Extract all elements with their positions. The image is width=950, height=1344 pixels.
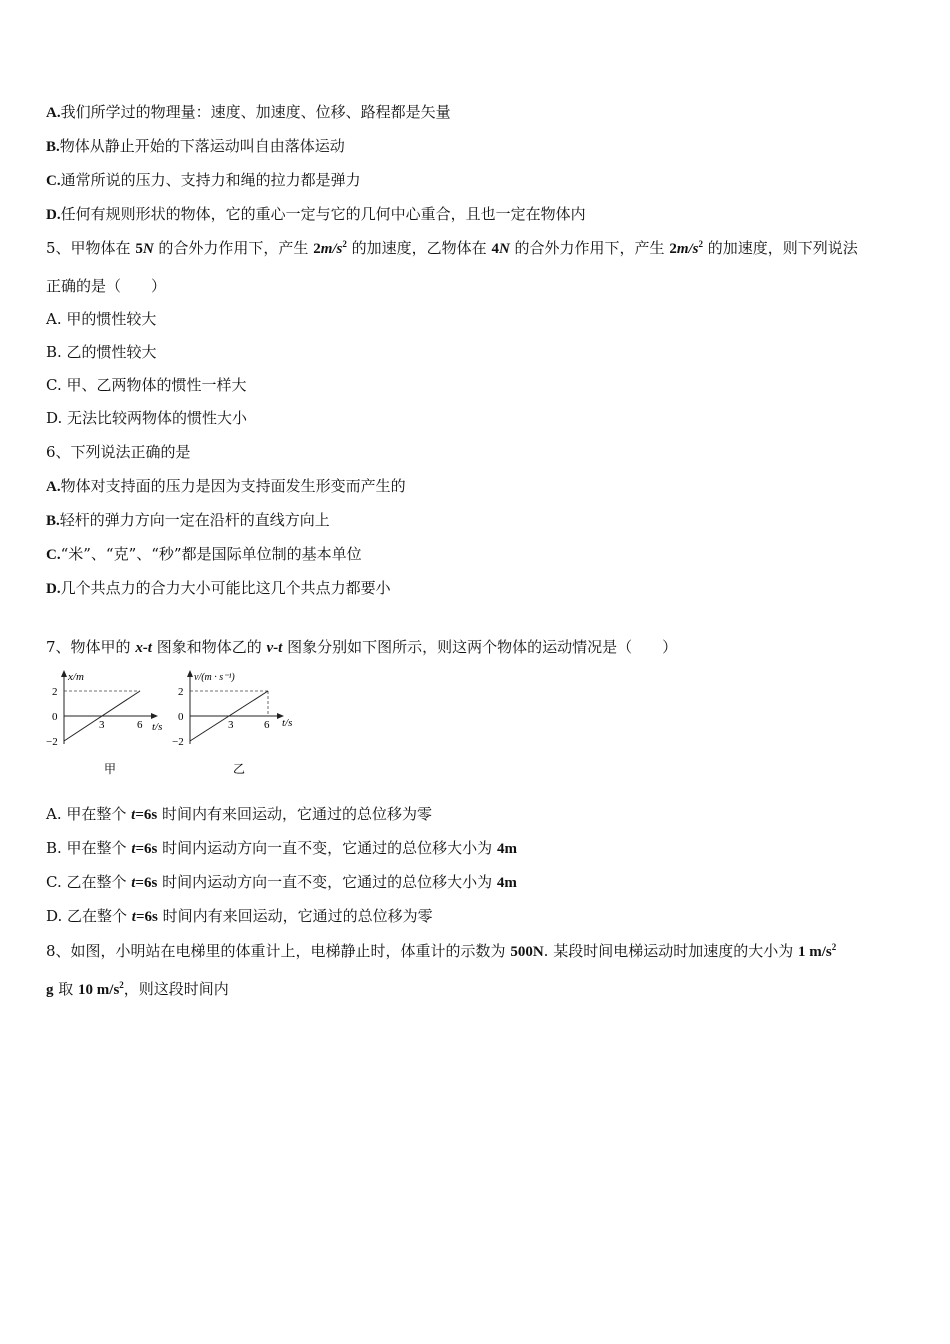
graph-type: v-t (266, 640, 283, 656)
text: 的合外力作用下，产生 (153, 239, 314, 257)
variable: t (131, 841, 136, 857)
q8-stem-line1 (46, 941, 836, 962)
value: 500N (510, 944, 544, 960)
tick-label: 2 (52, 686, 58, 698)
number: 4 (491, 241, 499, 257)
tick-label: −2 (172, 736, 184, 748)
variable: t (131, 875, 136, 891)
value: =6s (135, 875, 158, 891)
text: 7、物体甲的 (46, 638, 136, 656)
q7-option-a (46, 804, 432, 825)
text: 时间内有来回运动，它通过的总位移为零 (157, 805, 432, 823)
tick-label: 3 (228, 719, 234, 731)
text: ，则这段时间内 (123, 980, 229, 998)
text: 时间内有来回运动，它通过的总位移为零 (157, 907, 433, 925)
x-label: t/s (282, 717, 293, 729)
text: 取 (53, 980, 79, 998)
number: 5 (135, 241, 143, 257)
option-letter: B. (46, 513, 60, 529)
q4-option-a (46, 102, 451, 123)
q6-stem: 6、下列说法正确的是 (46, 443, 191, 461)
variable: t (131, 909, 136, 925)
graph-type: x-t (135, 640, 152, 656)
q5-stem-line2: 正确的是（ ） (46, 277, 167, 295)
q5-option-a: A. 甲的惯性较大 (46, 310, 157, 328)
graph-yi (172, 670, 292, 776)
q8-stem-line2 (46, 979, 229, 1000)
q6-option-a (46, 476, 406, 497)
caption: 甲 (104, 762, 117, 776)
q5-option-c: C. 甲、乙两物体的惯性一样大 (46, 376, 247, 394)
text: 时间内运动方向一直不变，它通过的总位移大小为 (157, 839, 497, 857)
unit: N (498, 241, 510, 257)
option-text: 任何有规则形状的物体，它的重心一定与它的几何中心重合，且也一定在物体内 (60, 205, 586, 223)
y-label: x/m (68, 671, 84, 683)
option-text: 物体对支持面的压力是因为支持面发生形变而产生的 (60, 477, 406, 495)
graph-jia (46, 670, 162, 776)
arrow-icon (151, 713, 158, 719)
text: 的加速度，则下列说法 (703, 239, 858, 257)
tick-label: 0 (178, 711, 184, 723)
q4-option-c (46, 170, 361, 191)
q6-option-b (46, 510, 330, 531)
q4-option-d (46, 204, 586, 225)
text: 的合外力作用下，产生 (509, 239, 670, 257)
option-text: 轻杆的弹力方向一定在沿杆的直线方向上 (59, 511, 330, 529)
tick-label: 3 (99, 719, 105, 731)
number: 2 (669, 241, 677, 257)
value: =6s (135, 807, 158, 823)
y-label: v/(m · s⁻¹) (194, 672, 235, 683)
option-text: “米”、“克”、“秒”都是国际单位制的基本单位 (60, 545, 362, 563)
exponent: 2 (698, 239, 704, 249)
text: C. 乙在整个 (46, 873, 132, 891)
option-text: 我们所学过的物理量：速度、加速度、位移、路程都是矢量 (60, 103, 451, 121)
arrow-icon (187, 670, 193, 677)
q7-figures (44, 668, 314, 783)
q7-option-d (46, 906, 433, 927)
exponent: 2 (119, 980, 124, 990)
number: 2 (313, 241, 321, 257)
variable: t (131, 807, 136, 823)
option-letter: D. (46, 581, 61, 597)
tick-label: 6 (137, 719, 143, 731)
unit: m/s (676, 241, 699, 257)
value: 4m (496, 841, 517, 857)
text: A. 甲在整个 (46, 805, 132, 823)
unit: m/s (320, 241, 343, 257)
value: 10 m/s (78, 982, 120, 998)
option-letter: C. (46, 173, 61, 189)
text: 图象分别如下图所示，则这两个物体的运动情况是（ ） (282, 638, 678, 656)
tick-label: 6 (264, 719, 270, 731)
arrow-icon (61, 670, 67, 677)
q6-option-c (46, 544, 362, 565)
q5-stem-line1 (46, 238, 858, 259)
text: B. 甲在整个 (46, 839, 132, 857)
option-text: 物体从静止开始的下落运动叫自由落体运动 (59, 137, 345, 155)
q7-option-b (46, 838, 517, 859)
caption: 乙 (233, 762, 246, 776)
option-letter: A. (46, 105, 61, 121)
value: 4m (496, 875, 517, 891)
text: 的加速度，乙物体在 (346, 239, 492, 257)
text: D. 乙在整个 (46, 907, 132, 925)
q7-stem (46, 637, 677, 658)
q4-option-b (46, 136, 345, 157)
text: 图象和物体乙的 (151, 638, 267, 656)
q5-option-b: B. 乙的惯性较大 (46, 343, 157, 361)
option-letter: C. (46, 547, 61, 563)
q5-option-d: D. 无法比较两物体的惯性大小 (46, 409, 248, 427)
exponent: 2 (831, 942, 837, 952)
option-letter: D. (46, 207, 61, 223)
tick-label: 2 (178, 686, 184, 698)
text: 8、如图，小明站在电梯里的体重计上，电梯静止时，体重计的示数为 (46, 942, 511, 960)
option-text: 几个共点力的合力大小可能比这几个共点力都要小 (60, 579, 391, 597)
variable: g (46, 982, 54, 998)
tick-label: 0 (52, 711, 58, 723)
option-text: 通常所说的压力、支持力和绳的拉力都是弹力 (60, 171, 361, 189)
text: 5、甲物体在 (46, 239, 136, 257)
q7-option-c (46, 872, 517, 893)
unit: N (142, 241, 154, 257)
value: =6s (135, 909, 158, 925)
value: =6s (135, 841, 158, 857)
tick-label: −2 (46, 736, 58, 748)
value: 1 m/s (797, 944, 832, 960)
q6-option-d (46, 578, 391, 599)
exponent: 2 (342, 239, 347, 249)
option-letter: B. (46, 139, 60, 155)
option-letter: A. (46, 479, 61, 495)
x-label: t/s (152, 721, 163, 733)
text: 时间内运动方向一直不变，它通过的总位移大小为 (157, 873, 497, 891)
text: . 某段时间电梯运动时加速度的大小为 (543, 942, 798, 960)
